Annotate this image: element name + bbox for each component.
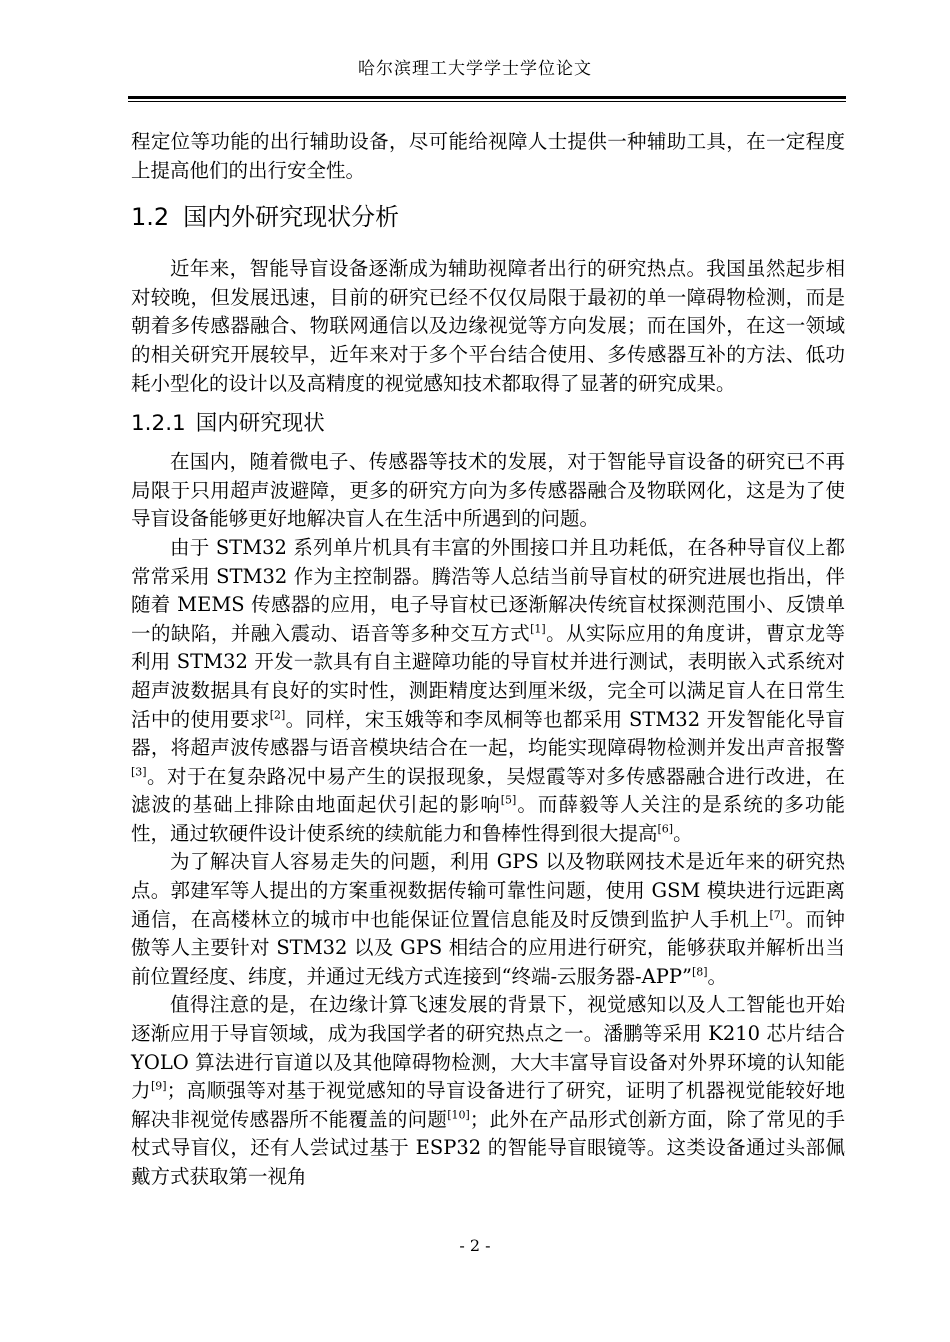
subsection-title: 国内研究现状 xyxy=(195,411,325,437)
citation: [1] xyxy=(530,622,546,636)
text-run: 值得注意的是，在边缘计算飞速发展的背景下，视觉感知以及人工智能也开始逐渐应用于导盲领域，成为我国学者的研究热点之一。潘鹏等采用 K210 芯片结合 YOLO 算法进行盲道以及其他障碍物检测，大大丰富导盲设备对外界环境的认知能力 xyxy=(131,993,845,1103)
subsection-number: 1.2.1 xyxy=(131,411,186,437)
text-run: 为了解决盲人容易走失的问题，利用 GPS 以及物联网技术是近年来的研究热点。郭建军等人提出的方案重视数据传输可靠性问题，使用 GSM 模块进行远距离通信，在高楼林立的城市中也能保证位置信息能及时反馈到监护人手机上 xyxy=(131,850,845,931)
citation: [9] xyxy=(150,1079,167,1093)
citation: [7] xyxy=(769,908,786,922)
citation: [3] xyxy=(131,765,147,779)
paragraph-vision xyxy=(131,991,845,1191)
text-run: 由于 STM32 系列单片机具有丰富的外围接口并且功耗低，在各种导盲仪上都常常采用 STM32 作为主控制器。腾浩等人总结当前导盲杖的研究进展也指出，伴随着 MEMS 传感器的应用，电子导盲杖已逐渐解决传统盲杖探测范围小、反馈单一的缺陷，并融入震动、语音等多种交互方式 xyxy=(131,535,845,645)
paragraph-overview: 近年来，智能导盲设备逐渐成为辅助视障者出行的研究热点。我国虽然起步相对较晚，但发展迅速，目前的研究已经不仅仅局限于最初的单一障碍物检测，而是朝着多传感器融合、物联网通信以及边缘视觉等方向发展；而在国外，在这一领域的相关研究开展较早，近年来对于多个平台结合使用、多传感器互补的方法、低功耗小型化的设计以及高精度的视觉感知技术都取得了显著的研究成果。 xyxy=(131,257,845,395)
citation: [5] xyxy=(500,793,517,807)
subsection-heading xyxy=(131,406,845,442)
text-run: 。而薛毅等人关注的是系统的多功能性，通过软硬件设计使系统的续航能力和鲁棒性得到很大提高 xyxy=(131,793,845,845)
text-run: 。从实际应用的角度讲，曹京龙等利用 STM32 开发一款具有自主避障功能的导盲杖并进行测试，表明嵌入式系统对超声波数据具有良好的实时性，测距精度达到厘米级，完全可以满足盲人在日常生活中的使用要求 xyxy=(131,621,845,731)
paragraph-gps-iot xyxy=(131,848,845,991)
paragraph-domestic-intro: 在国内，随着微电子、传感器等技术的发展，对于智能导盲设备的研究已不再局限于只用超声波避障，更多的研究方向为多传感器融合及物联网化，这是为了使导盲设备能够更好地解决盲人在生活中所遇到的问题。 xyxy=(131,450,845,531)
text-run: 。而钟傲等人主要针对 STM32 以及 GPS 相结合的应用进行研究，能够获取并解析出当前位置经度、纬度，并通过无线方式连接到“终端-云服务器-APP” xyxy=(131,907,845,988)
text-run: 。同样，宋玉娥等和李凤桐等也都采用 STM32 开发智能化导盲器，将超声波传感器与语音模块结合在一起，均能实现障碍物检测并发出声音报警 xyxy=(131,707,845,760)
page-body xyxy=(131,128,845,1192)
section-number: 1.2 xyxy=(131,203,170,232)
paragraph-continued: 程定位等功能的出行辅助设备，尽可能给视障人士提供一种辅助工具，在一定程度上提高他们的出行安全性。 xyxy=(131,130,845,182)
header-rule-thin xyxy=(128,101,846,102)
section-title: 国内外研究现状分析 xyxy=(183,203,400,232)
citation: [10] xyxy=(447,1108,470,1122)
text-run: 。 xyxy=(707,964,728,988)
citation: [8] xyxy=(691,965,708,979)
citation: [6] xyxy=(657,822,674,836)
text-run: ；此外在产品形式创新方面，除了常见的手杖式导盲仪，还有人尝试过基于 ESP32 的智能导盲眼镜等。这类设备通过头部佩戴方式获取第一视角 xyxy=(131,1107,845,1188)
text-run: 。对于在复杂路况中易产生的误报现象，吴煜霞等对多传感器融合进行改进，在滤波的基础上排除由地面起伏引起的影响 xyxy=(131,764,845,817)
citation: [2] xyxy=(269,708,286,721)
paragraph-stm32 xyxy=(131,534,845,849)
page-number: - 2 - xyxy=(459,1236,491,1255)
section-heading xyxy=(131,197,845,237)
header-rule-thick xyxy=(128,96,846,99)
text-run: 。 xyxy=(673,821,693,845)
text-run: ；高顺强等对基于视觉感知的导盲设备进行了研究，证明了机器视觉能较好地解决非视觉传感器所不能覆盖的问题 xyxy=(131,1079,845,1131)
running-header: 哈尔滨理工大学学士学位论文 xyxy=(358,59,592,79)
